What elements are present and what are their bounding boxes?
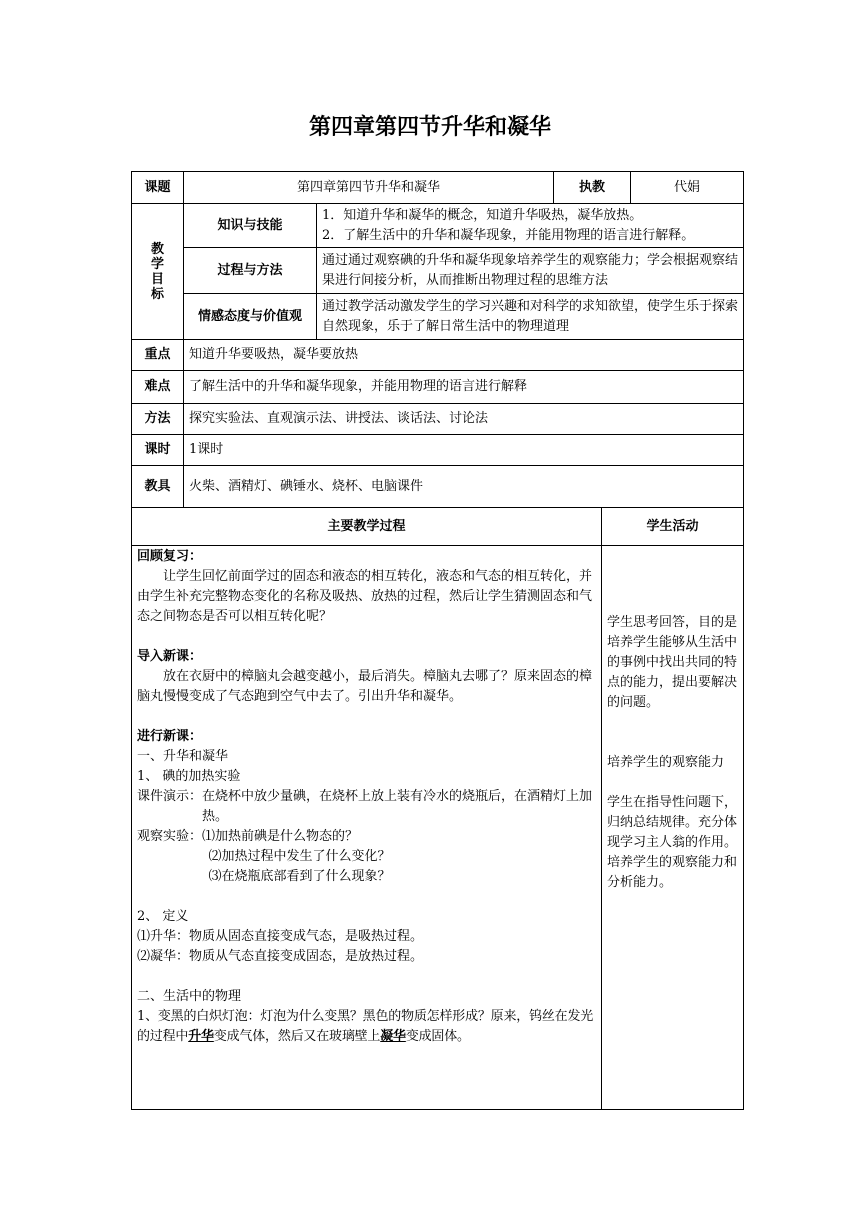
life-example-1-deposition: 凝华: [380, 1029, 406, 1044]
teacher-value: 代娟: [631, 172, 744, 204]
definition-sublimation: ⑴升华：物质从固态直接变成气态，是吸热过程。: [137, 929, 424, 944]
hours-label: 课时: [132, 435, 184, 466]
review-text: 让学生回忆前面学过的固态和液态的相互转化，液态和气态的相互转化，并由学生补充完整物态变化的名称及吸热、放热的过程，然后让学生猜测固态和气态之间物态是否可以相互转化呢？: [137, 569, 593, 624]
goal-process-text: 通过通过观察碘的升华和凝华现象培养学生的观察能力；学会根据观察结果进行间接分析，从而推断出物理过程的思维方法: [317, 248, 744, 294]
section-1-title: 一、升华和凝华: [137, 749, 229, 764]
observe-block: [137, 827, 596, 847]
life-example-1-part-a: 1、变黑的白炽灯泡：灯泡为什么变黑？黑色的物质怎样形成？原来，钨丝在发光的过程中: [137, 1009, 594, 1044]
process-header-main: 主要教学过程: [132, 508, 602, 546]
goals-label: 教学目标: [150, 241, 164, 302]
process-header-student: 学生活动: [602, 508, 744, 546]
topic-value: 第四章第四节升华和凝华: [184, 172, 554, 204]
hours-value: 1课时: [184, 435, 744, 466]
student-activity-1: 学生思考回答，目的是培养学生能够从生活中的事例中找出共同的特点的能力，提出要解决的问题。: [607, 615, 738, 710]
method-label: 方法: [132, 404, 184, 435]
tools-value: 火柴、酒精灯、碘锤水、烧杯、电脑课件: [184, 466, 744, 508]
section-2-title: 二、生活中的物理: [137, 989, 242, 1004]
life-example-1-part-b: 变成气体，然后又在玻璃壁上: [213, 1029, 381, 1044]
key-point-value: 知道升华要吸热，凝华要放热: [184, 340, 744, 371]
method-value: 探究实验法、直观演示法、讲授法、谈话法、讨论法: [184, 404, 744, 435]
new-lesson-heading: 进行新课：: [137, 729, 203, 744]
goal-attitude-text: 通过教学活动激发学生的学习兴趣和对科学的求知欲望，使学生乐于探索自然现象，乐于了解日常生活中的物理道理: [317, 294, 744, 340]
life-example-1: [137, 1007, 596, 1047]
process-table: [131, 507, 744, 1110]
student-activity-cell: [602, 546, 744, 1110]
topic-label: 课题: [132, 172, 184, 204]
student-activity-3: 学生在指导性问题下，归纳总结规律。充分体现学习主人翁的作用。培养学生的观察能力和分析能力。: [607, 795, 738, 890]
demo-text: 课件演示：在烧杯中放少量碘，在烧杯上放上装有冷水的烧瓶后，在酒精灯上加热。: [137, 789, 593, 824]
review-heading: 回顾复习：: [137, 549, 203, 564]
observe-question-1: ⑴加热前碘是什么物态的？: [202, 829, 359, 844]
life-example-1-part-c: 变成固体。: [405, 1029, 470, 1044]
goal-knowledge-text: [317, 204, 744, 248]
goals-label-cell: [132, 204, 184, 340]
goal-process-label: 过程与方法: [184, 248, 317, 294]
goal-attitude-label: 情感态度与价值观: [184, 294, 317, 340]
difficulty-value: 了解生活中的升华和凝华现象，并能用物理的语言进行解释: [184, 371, 744, 404]
difficulty-label: 难点: [132, 371, 184, 404]
document-title: 第四章第四节升华和凝华: [308, 115, 551, 140]
key-point-label: 重点: [132, 340, 184, 371]
goal-knowledge-label: 知识与技能: [184, 204, 317, 248]
goal-knowledge-line-1: 1．知道升华和凝华的概念，知道升华吸热，凝华放热。: [322, 207, 643, 223]
tools-label: 教具: [132, 466, 184, 508]
observe-question-2: ⑵加热过程中发生了什么变化？: [208, 849, 391, 864]
life-example-1-sublimation: 升华: [188, 1029, 214, 1044]
observe-label: 观察实验：: [137, 829, 203, 844]
goal-knowledge-line-2: 2．了解生活中的升华和凝华现象，并能用物理的语言进行解释。: [322, 227, 695, 243]
observe-question-3: ⑶在烧瓶底部看到了什么现象？: [208, 869, 391, 884]
student-activity-2: 培养学生的观察能力: [607, 755, 725, 770]
definition-title: 2、 定义: [137, 909, 189, 924]
experiment-title: 1、 碘的加热实验: [137, 769, 241, 784]
intro-heading: 导入新课：: [137, 649, 203, 664]
lesson-info-table: [131, 171, 744, 508]
intro-text: 放在衣厨中的樟脑丸会越变越小，最后消失。樟脑丸去哪了？原来固态的樟脑丸慢慢变成了气态跑到空气中去了。引出升华和凝华。: [137, 669, 593, 704]
process-main-cell: [132, 546, 602, 1110]
teacher-label: 执教: [554, 172, 631, 204]
definition-deposition: ⑵凝华：物质从气态直接变成固态，是放热过程。: [137, 949, 424, 964]
